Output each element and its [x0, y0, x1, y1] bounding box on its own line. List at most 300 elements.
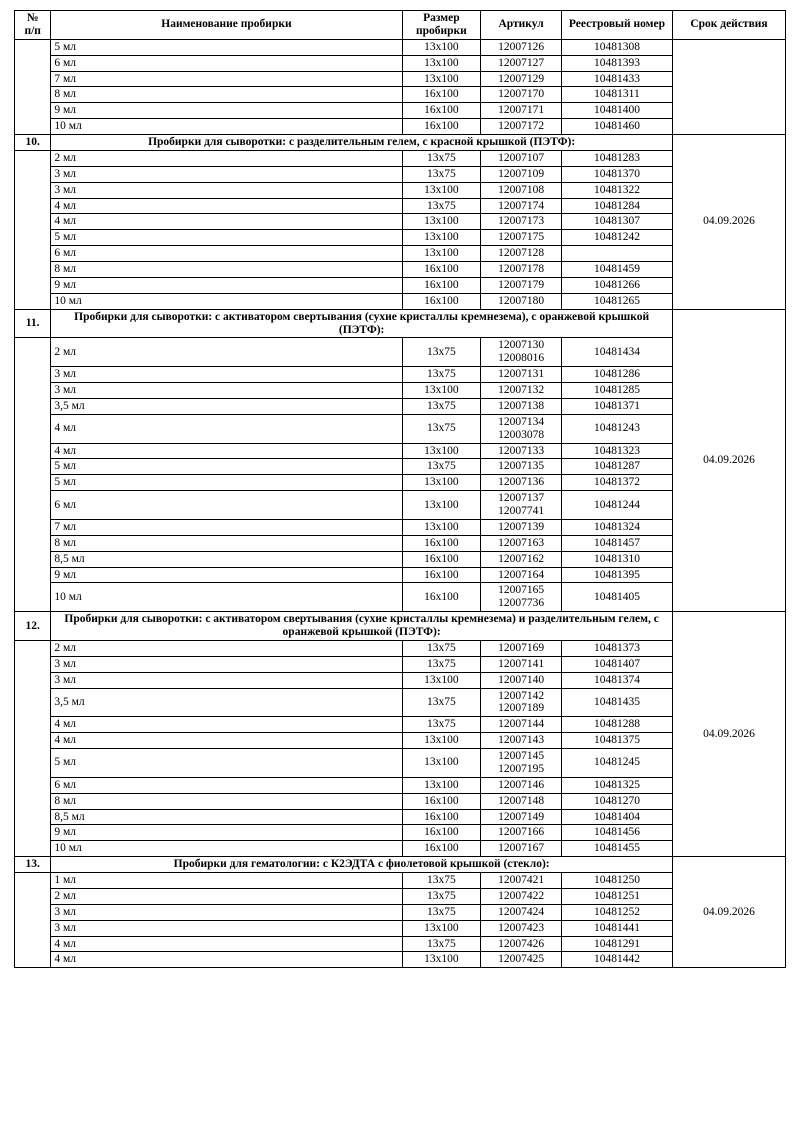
cell-line: 1 мл — [54, 874, 76, 886]
section-header-row — [15, 857, 786, 873]
cell-line: 5 мл — [54, 460, 76, 473]
table-row — [15, 656, 786, 672]
cell-tube-size: 13x100 — [402, 39, 481, 55]
cell-tube-name — [51, 367, 402, 383]
cell-article — [481, 640, 562, 656]
cell-registry-number: 10481459 — [561, 262, 672, 278]
cell-line: 8 мл — [54, 88, 76, 101]
cell-line: 8 мл — [54, 263, 76, 275]
cell-tube-name — [51, 119, 402, 135]
cell-line: 9 мл — [54, 568, 76, 581]
table-row — [15, 904, 786, 920]
cell-tube-name — [51, 475, 402, 491]
column-header-size-line1: Размер — [423, 12, 460, 24]
cell-article — [481, 293, 562, 309]
cell-tube-name — [51, 198, 402, 214]
cell-article — [481, 459, 562, 475]
cell-tube-name — [51, 733, 402, 749]
cell-line: 3 мл — [54, 921, 76, 934]
cell-line: 12007189 — [498, 702, 545, 715]
cell-tube-size: 13x75 — [402, 367, 481, 383]
cell-line: 12007139 — [498, 520, 545, 533]
cell-line: 10 мл — [54, 590, 82, 603]
cell-tube-size: 13x100 — [402, 920, 481, 936]
cell-tube-size: 16x100 — [402, 809, 481, 825]
cell-registry-number: 10481442 — [561, 952, 672, 968]
cell-article — [481, 230, 562, 246]
table-row — [15, 39, 786, 55]
cell-line: 12007136 — [498, 476, 545, 489]
cell-registry-number: 10481308 — [561, 39, 672, 55]
table-row — [15, 672, 786, 688]
cell-tube-name — [51, 55, 402, 71]
cell-registry-number — [561, 246, 672, 262]
table-row — [15, 150, 786, 166]
table-row — [15, 777, 786, 793]
cell-line: 12008016 — [498, 352, 545, 365]
cell-line: 6 мл — [54, 247, 76, 260]
cell-section-number — [15, 39, 51, 134]
cell-line: 10 мл — [54, 120, 82, 133]
cell-line: 6 мл — [54, 56, 76, 69]
column-header-number-line1: № — [26, 12, 39, 24]
cell-registry-number: 10481323 — [561, 443, 672, 459]
cell-registry-number: 10481393 — [561, 55, 672, 71]
tube-registry-table — [14, 10, 786, 968]
cell-line: 12007166 — [498, 826, 545, 839]
cell-line: 3 мл — [54, 673, 76, 686]
table-row — [15, 367, 786, 383]
cell-article — [481, 825, 562, 841]
cell-validity-term: 04.09.2026 — [672, 857, 785, 968]
cell-registry-number: 10481322 — [561, 182, 672, 198]
cell-section-title: Пробирки для сыворотки: с активатором свертывания (сухие кристаллы кремнезема), с оранжевой крышкой (ПЭТФ): — [51, 309, 673, 338]
cell-registry-number: 10481325 — [561, 777, 672, 793]
cell-tube-name — [51, 688, 402, 717]
table-row — [15, 567, 786, 583]
cell-line: 12007109 — [498, 167, 545, 180]
cell-article — [481, 717, 562, 733]
cell-line: 4 мл — [54, 734, 76, 747]
cell-tube-name — [51, 535, 402, 551]
cell-registry-number: 10481372 — [561, 475, 672, 491]
table-row — [15, 952, 786, 968]
cell-article — [481, 583, 562, 612]
cell-line: 12007142 — [498, 689, 545, 702]
cell-tube-size: 13x100 — [402, 182, 481, 198]
section-header-row — [15, 135, 786, 151]
cell-article — [481, 809, 562, 825]
cell-registry-number: 10481265 — [561, 293, 672, 309]
cell-tube-name — [51, 904, 402, 920]
table-body — [15, 39, 786, 968]
table-row — [15, 583, 786, 612]
table-row — [15, 841, 786, 857]
table-row — [15, 87, 786, 103]
cell-tube-size: 16x100 — [402, 567, 481, 583]
cell-tube-name — [51, 656, 402, 672]
cell-section-title: Пробирки для сыворотки: с активатором свертывания (сухие кристаллы кремнезема) и разделительным гелем, с оранжевой крышкой (ПЭТФ): — [51, 612, 673, 641]
table-row — [15, 383, 786, 399]
cell-article — [481, 656, 562, 672]
cell-tube-size: 16x100 — [402, 293, 481, 309]
cell-tube-name — [51, 338, 402, 367]
table-row — [15, 551, 786, 567]
cell-line: 8 мл — [54, 794, 76, 807]
cell-line: 12007424 — [498, 905, 545, 918]
cell-validity-term: 04.09.2026 — [672, 612, 785, 857]
column-header-size-line2: пробирки — [415, 24, 467, 37]
cell-tube-name — [51, 398, 402, 414]
cell-tube-size: 16x100 — [402, 535, 481, 551]
cell-tube-size: 13x75 — [402, 166, 481, 182]
cell-line: 12007426 — [498, 937, 545, 950]
cell-line: 12007422 — [498, 889, 545, 902]
table-row — [15, 246, 786, 262]
cell-tube-size: 13x100 — [402, 491, 481, 520]
column-header-article: Артикул — [481, 11, 562, 40]
cell-line: 4 мл — [54, 444, 76, 457]
cell-registry-number: 10481375 — [561, 733, 672, 749]
cell-registry-number: 10481395 — [561, 567, 672, 583]
cell-article — [481, 793, 562, 809]
cell-line: 12007129 — [498, 72, 545, 85]
section-header-row — [15, 309, 786, 338]
cell-line: 12007165 — [498, 584, 545, 597]
table-row — [15, 459, 786, 475]
cell-line: 12007163 — [498, 536, 545, 549]
cell-line: 4 мл — [54, 718, 76, 731]
cell-tube-name — [51, 717, 402, 733]
cell-registry-number: 10481441 — [561, 920, 672, 936]
cell-registry-number: 10481251 — [561, 888, 672, 904]
cell-tube-size: 13x75 — [402, 459, 481, 475]
cell-tube-size: 13x100 — [402, 733, 481, 749]
cell-registry-number: 10481407 — [561, 656, 672, 672]
cell-registry-number: 10481307 — [561, 214, 672, 230]
cell-line: 12007145 — [498, 750, 545, 762]
table-row — [15, 888, 786, 904]
cell-registry-number: 10481250 — [561, 873, 672, 889]
cell-line: 12007146 — [498, 778, 545, 791]
cell-line: 12007172 — [498, 120, 545, 133]
cell-section-number-spacer — [15, 640, 51, 856]
column-header-size — [402, 11, 481, 40]
cell-tube-name — [51, 809, 402, 825]
cell-article — [481, 688, 562, 717]
cell-line: 3,5 мл — [54, 399, 85, 412]
cell-registry-number: 10481284 — [561, 198, 672, 214]
cell-registry-number: 10481310 — [561, 551, 672, 567]
cell-article — [481, 338, 562, 367]
table-row — [15, 640, 786, 656]
cell-tube-name — [51, 262, 402, 278]
cell-article — [481, 367, 562, 383]
cell-line: 2 мл — [54, 151, 76, 164]
cell-line: 12007144 — [498, 718, 545, 731]
cell-section-number: 10. — [15, 135, 51, 151]
cell-line: 12007178 — [498, 263, 545, 275]
cell-line: 4 мл — [54, 937, 76, 950]
table-row — [15, 398, 786, 414]
cell-tube-name — [51, 551, 402, 567]
cell-registry-number: 10481311 — [561, 87, 672, 103]
cell-line: 5 мл — [54, 231, 76, 244]
cell-tube-name — [51, 103, 402, 119]
cell-line: 5 мл — [54, 756, 76, 769]
cell-section-number: 13. — [15, 857, 51, 873]
cell-article — [481, 87, 562, 103]
cell-line: 4 мл — [54, 199, 76, 212]
table-row — [15, 825, 786, 841]
cell-registry-number: 10481435 — [561, 688, 672, 717]
table-row — [15, 793, 786, 809]
cell-registry-number: 10481433 — [561, 71, 672, 87]
cell-line: 12007423 — [498, 921, 545, 934]
cell-line: 12003078 — [498, 428, 545, 441]
column-header-registry — [561, 11, 672, 40]
cell-article — [481, 841, 562, 857]
table-header-row — [15, 11, 786, 40]
cell-article — [481, 749, 562, 778]
cell-line: 12007171 — [498, 104, 545, 117]
table-row — [15, 475, 786, 491]
cell-registry-number: 10481371 — [561, 398, 672, 414]
cell-section-number-spacer — [15, 338, 51, 612]
cell-line: 3 мл — [54, 167, 76, 180]
cell-line: 9 мл — [54, 826, 76, 839]
cell-tube-size: 13x100 — [402, 777, 481, 793]
cell-tube-name — [51, 841, 402, 857]
cell-registry-number: 10481404 — [561, 809, 672, 825]
cell-tube-name — [51, 87, 402, 103]
cell-article — [481, 535, 562, 551]
cell-line: 12007148 — [498, 794, 545, 807]
cell-line: 12007132 — [498, 384, 545, 396]
cell-tube-name — [51, 71, 402, 87]
cell-registry-number: 10481405 — [561, 583, 672, 612]
cell-article — [481, 491, 562, 520]
cell-section-number: 12. — [15, 612, 51, 641]
cell-registry-number: 10481244 — [561, 491, 672, 520]
cell-line: 2 мл — [54, 345, 76, 358]
cell-registry-number: 10481434 — [561, 338, 672, 367]
table-row — [15, 166, 786, 182]
cell-tube-name — [51, 383, 402, 399]
cell-article — [481, 198, 562, 214]
cell-validity-term: 04.09.2026 — [672, 309, 785, 612]
cell-tube-size: 13x100 — [402, 214, 481, 230]
cell-article — [481, 383, 562, 399]
column-header-term-line1: Срок — [690, 18, 718, 31]
table-row — [15, 749, 786, 778]
cell-line: 12007174 — [498, 199, 545, 212]
cell-registry-number: 10481457 — [561, 535, 672, 551]
cell-tube-size: 13x100 — [402, 952, 481, 968]
cell-tube-size: 13x75 — [402, 398, 481, 414]
cell-line: 3 мл — [54, 384, 76, 396]
cell-tube-name — [51, 293, 402, 309]
cell-tube-size: 13x75 — [402, 414, 481, 443]
table-row — [15, 71, 786, 87]
cell-registry-number: 10481242 — [561, 230, 672, 246]
cell-registry-number: 10481456 — [561, 825, 672, 841]
cell-line: 3 мл — [54, 657, 76, 670]
cell-tube-name — [51, 230, 402, 246]
table-row — [15, 55, 786, 71]
cell-tube-size: 13x100 — [402, 383, 481, 399]
cell-article — [481, 551, 562, 567]
cell-tube-size: 13x100 — [402, 672, 481, 688]
table-row — [15, 873, 786, 889]
cell-article — [481, 55, 562, 71]
cell-line: 12007141 — [498, 657, 545, 670]
cell-line: 12007137 — [498, 492, 545, 505]
cell-line: 12007135 — [498, 460, 545, 473]
cell-section-number-spacer — [15, 150, 51, 309]
cell-tube-name — [51, 519, 402, 535]
cell-registry-number: 10481266 — [561, 277, 672, 293]
table-row — [15, 262, 786, 278]
cell-tube-name — [51, 672, 402, 688]
cell-line: 10 мл — [54, 842, 82, 855]
cell-line: 5 мл — [54, 40, 76, 53]
cell-article — [481, 873, 562, 889]
cell-line: 12007425 — [498, 953, 545, 966]
cell-tube-size: 13x100 — [402, 246, 481, 262]
cell-tube-name — [51, 583, 402, 612]
cell-tube-size: 13x75 — [402, 888, 481, 904]
cell-line: 4 мл — [54, 215, 76, 228]
cell-tube-size: 16x100 — [402, 119, 481, 135]
cell-tube-name — [51, 952, 402, 968]
cell-registry-number: 10481455 — [561, 841, 672, 857]
cell-tube-size: 16x100 — [402, 87, 481, 103]
cell-article — [481, 246, 562, 262]
table-row — [15, 293, 786, 309]
cell-article — [481, 39, 562, 55]
cell-registry-number: 10481245 — [561, 749, 672, 778]
cell-registry-number: 10481270 — [561, 793, 672, 809]
cell-line: 8,5 мл — [54, 552, 85, 565]
cell-tube-name — [51, 182, 402, 198]
cell-line: 12007162 — [498, 552, 545, 565]
cell-registry-number: 10481324 — [561, 519, 672, 535]
cell-tube-name — [51, 888, 402, 904]
table-row — [15, 182, 786, 198]
cell-tube-size: 16x100 — [402, 793, 481, 809]
cell-registry-number: 10481286 — [561, 367, 672, 383]
cell-line: 12007140 — [498, 673, 545, 686]
cell-line: 8 мл — [54, 536, 76, 549]
cell-registry-number: 10481283 — [561, 150, 672, 166]
cell-article — [481, 398, 562, 414]
table-row — [15, 414, 786, 443]
cell-article — [481, 567, 562, 583]
cell-section-title: Пробирки для гематологии: с К2ЭДТА с фиолетовой крышкой (стекло): — [51, 857, 673, 873]
cell-line: 12007131 — [498, 368, 545, 381]
cell-tube-size: 13x100 — [402, 55, 481, 71]
cell-line: 12007741 — [498, 505, 545, 517]
cell-article — [481, 920, 562, 936]
cell-tube-size: 13x75 — [402, 338, 481, 367]
cell-line: 12007143 — [498, 734, 545, 747]
column-header-registry-line1: Реестровый — [568, 18, 631, 31]
table-row — [15, 214, 786, 230]
cell-registry-number: 10481374 — [561, 672, 672, 688]
cell-line: 12007421 — [498, 874, 545, 886]
cell-line: 2 мл — [54, 641, 76, 654]
cell-tube-name — [51, 277, 402, 293]
cell-registry-number: 10481460 — [561, 119, 672, 135]
cell-tube-name — [51, 414, 402, 443]
cell-registry-number: 10481400 — [561, 103, 672, 119]
cell-article — [481, 277, 562, 293]
cell-article — [481, 733, 562, 749]
table-row — [15, 198, 786, 214]
cell-registry-number: 10481373 — [561, 640, 672, 656]
cell-article — [481, 936, 562, 952]
table-row — [15, 338, 786, 367]
table-header — [15, 11, 786, 40]
cell-tube-size: 16x100 — [402, 551, 481, 567]
cell-article — [481, 262, 562, 278]
cell-line: 12007149 — [498, 810, 545, 823]
table-row — [15, 230, 786, 246]
cell-section-number-spacer — [15, 873, 51, 968]
cell-tube-size: 16x100 — [402, 583, 481, 612]
cell-registry-number: 10481370 — [561, 166, 672, 182]
cell-line: 12007169 — [498, 641, 545, 654]
table-row — [15, 717, 786, 733]
cell-line: 12007170 — [498, 88, 545, 101]
cell-line: 4 мл — [54, 953, 76, 966]
cell-line: 12007167 — [498, 842, 545, 855]
cell-line: 12007179 — [498, 278, 545, 291]
table-row — [15, 920, 786, 936]
cell-tube-size: 16x100 — [402, 262, 481, 278]
column-header-name: Наименование пробирки — [51, 11, 402, 40]
cell-tube-size: 13x100 — [402, 749, 481, 778]
cell-tube-name — [51, 459, 402, 475]
cell-tube-name — [51, 920, 402, 936]
cell-tube-size: 13x75 — [402, 873, 481, 889]
cell-tube-size: 13x75 — [402, 198, 481, 214]
cell-line: 12007133 — [498, 444, 545, 457]
cell-tube-size: 13x75 — [402, 640, 481, 656]
cell-tube-size: 13x100 — [402, 519, 481, 535]
cell-article — [481, 952, 562, 968]
cell-validity-term — [672, 39, 785, 134]
table-row — [15, 119, 786, 135]
cell-article — [481, 119, 562, 135]
column-header-registry-line2: номер — [633, 18, 666, 31]
cell-line: 6 мл — [54, 498, 76, 511]
cell-tube-name — [51, 39, 402, 55]
cell-line: 5 мл — [54, 476, 76, 489]
table-row — [15, 688, 786, 717]
table-row — [15, 103, 786, 119]
cell-article — [481, 475, 562, 491]
cell-line: 9 мл — [54, 278, 76, 291]
table-row — [15, 491, 786, 520]
cell-line: 7 мл — [54, 520, 76, 533]
cell-tube-name — [51, 793, 402, 809]
cell-line: 12007126 — [498, 40, 545, 53]
cell-article — [481, 777, 562, 793]
cell-article — [481, 888, 562, 904]
cell-line: 12007180 — [498, 294, 545, 307]
